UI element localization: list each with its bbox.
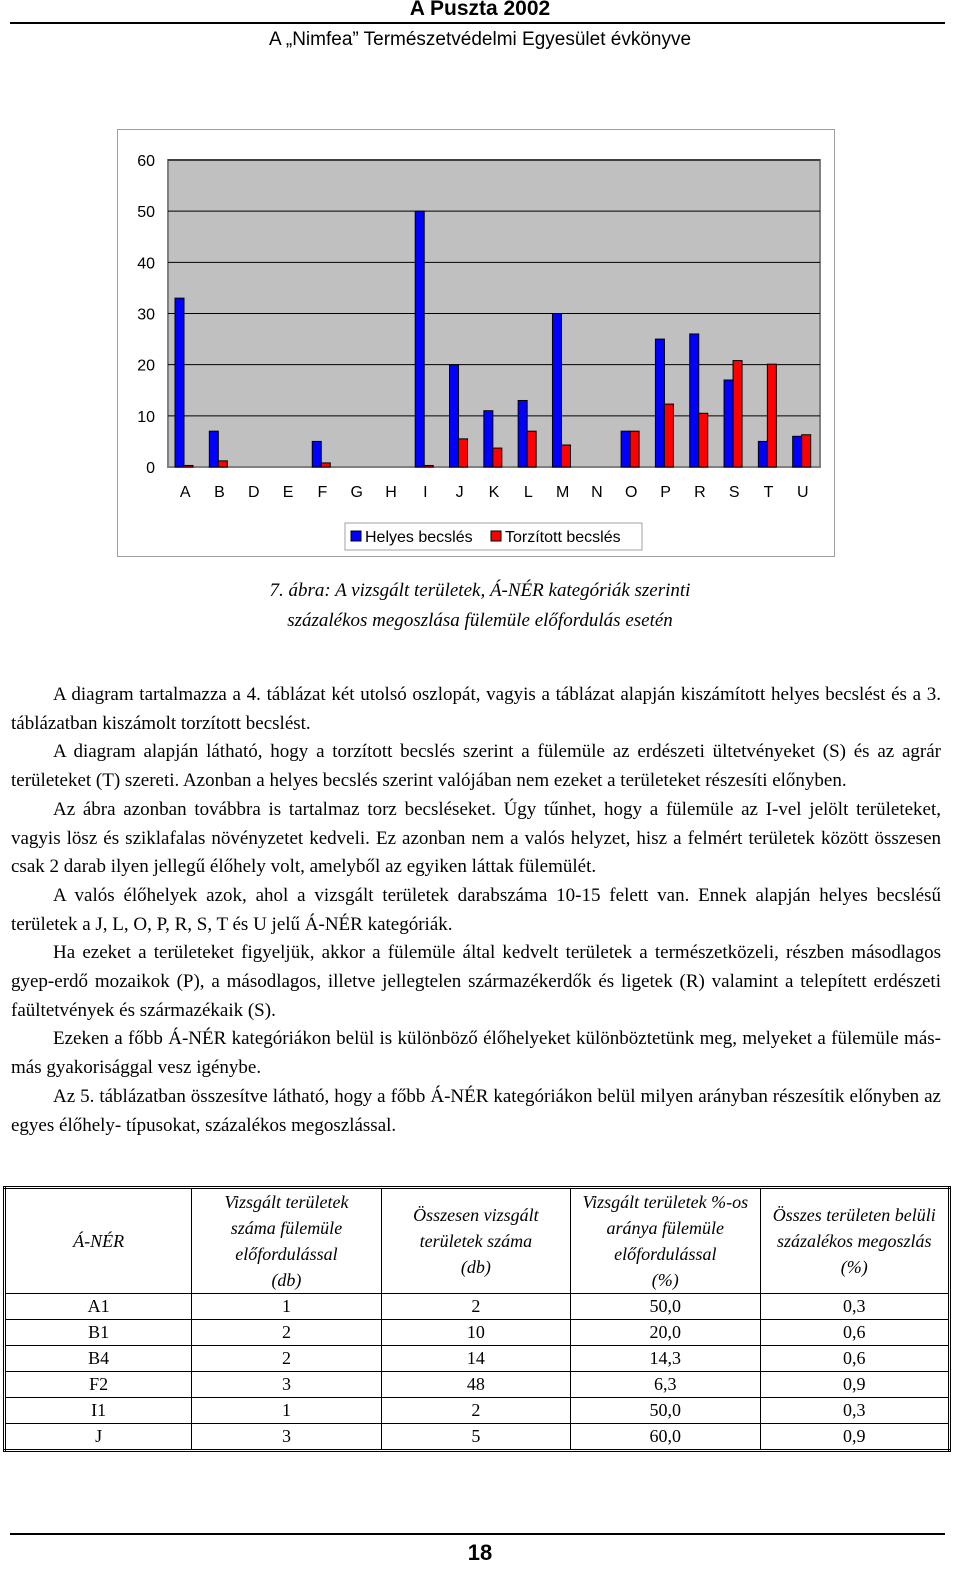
y-tick-label: 20 <box>137 357 155 375</box>
bar-helyes <box>209 431 218 467</box>
bar-helyes <box>793 436 802 467</box>
table-cell: 3 <box>192 1424 382 1451</box>
table-cell: 6,3 <box>571 1372 761 1398</box>
paragraph: A diagram tartalmazza a 4. táblázat két utolsó oszlopát, vagyis a táblázat alapján kiszámított helyes becslést és a 3. táblázatban kiszámolt torzított becslést. <box>11 684 941 734</box>
y-tick-label: 40 <box>137 255 155 273</box>
bar-helyes <box>518 400 527 467</box>
table-cell: 3 <box>192 1372 382 1398</box>
body-text <box>11 681 941 1140</box>
table-cell: 50,0 <box>571 1398 761 1424</box>
figure-caption-line-2: százalékos megoszlása fülemüle előfordulás esetén <box>287 610 673 631</box>
header-line: előfordulással <box>614 1244 717 1264</box>
x-tick-label: T <box>763 484 774 501</box>
paragraph: Ezeken a főbb Á-NÉR kategóriákon belül is különböző élőhelyeket különböztetünk meg, melyeket a fülemüle más-más gyakorisággal vesz igénybe. <box>11 1028 941 1079</box>
header-line: Összesen vizsgált <box>413 1205 539 1225</box>
legend-swatch <box>351 531 361 541</box>
x-tick-label: P <box>660 484 671 501</box>
x-tick-label: G <box>350 484 363 501</box>
column-header <box>571 1188 761 1294</box>
table-cell: 2 <box>192 1346 382 1372</box>
legend-label: Helyes becslés <box>365 529 473 546</box>
header-line: száma fülemüle <box>230 1218 343 1238</box>
bar-helyes <box>415 211 424 467</box>
bar-torzitott <box>424 465 433 467</box>
legend-label: Torzított becslés <box>505 529 621 546</box>
header-line: előfordulással <box>235 1244 338 1264</box>
bar-torzitott <box>767 364 776 467</box>
table-cell: 0,9 <box>760 1424 949 1451</box>
bar-torzitott <box>321 463 330 467</box>
table-cell: 1 <box>192 1398 382 1424</box>
bar-torzitott <box>527 431 536 467</box>
paragraph: Az ábra azonban továbbra is tartalmaz torz becsléseket. Úgy tűnhet, hogy a fülemüle az I-vel jelölt területeket, vagyis lösz és sziklafalas növényzetet kedveli. Ez azonban nem a valós helyzet, hisz a felmért területek között összesen csak 2 darab ilyen jellegű élőhely volt, amelyből az egyiken láttak fülemülét. <box>11 798 941 878</box>
header-line: Vizsgált területek <box>224 1192 349 1212</box>
x-tick-label: U <box>797 484 809 501</box>
x-tick-label: R <box>694 484 706 501</box>
table-row <box>5 1372 950 1398</box>
x-tick-label: L <box>523 484 533 501</box>
bar-torzitott <box>802 435 811 467</box>
column-header <box>192 1188 382 1294</box>
bar-torzitott <box>218 461 227 467</box>
column-header <box>381 1188 570 1294</box>
table-cell: B4 <box>5 1346 192 1372</box>
table-body <box>5 1294 950 1451</box>
table-cell: 2 <box>192 1320 382 1346</box>
bar-torzitott <box>630 431 639 467</box>
bar-helyes <box>758 441 767 467</box>
bar-torzitott <box>459 439 468 467</box>
habitat-table <box>3 1186 951 1452</box>
y-tick-label: 30 <box>137 306 155 324</box>
page-number: 18 <box>467 1540 493 1565</box>
bar-torzitott <box>493 448 502 467</box>
paragraph: A valós élőhelyek azok, ahol a vizsgált területek darabszáma 10-15 felett van. Ennek alapján helyes becslésű területek a J, L, O, P, R, S, T és U jelű Á-NÉR kategóriák. <box>11 884 941 935</box>
y-tick-label: 60 <box>137 153 155 170</box>
x-tick-label: M <box>555 484 570 501</box>
y-tick-label: 10 <box>137 408 155 426</box>
bar-chart <box>117 129 835 557</box>
x-tick-label: O <box>625 484 638 501</box>
x-tick-label: S <box>728 484 740 501</box>
table-cell: 0,3 <box>760 1398 949 1424</box>
header-line: területek száma <box>419 1231 533 1251</box>
x-tick-label: H <box>385 484 397 501</box>
table-cell: J <box>5 1424 192 1451</box>
header-line: (%) <box>651 1270 679 1290</box>
header-line: Á-NÉR <box>73 1231 125 1251</box>
running-subtitle: A „Nimfea” Természetvédelmi Egyesület évkönyve <box>268 29 692 50</box>
table-row <box>5 1424 950 1451</box>
header-line: (db) <box>460 1257 491 1277</box>
column-header <box>5 1188 192 1294</box>
x-tick-label: E <box>282 484 294 501</box>
table-cell: A1 <box>5 1294 192 1320</box>
y-tick-label: 0 <box>146 460 155 477</box>
x-tick-label: J <box>455 484 464 501</box>
table-row <box>5 1398 950 1424</box>
table-cell: B1 <box>5 1320 192 1346</box>
table-cell: 50,0 <box>571 1294 761 1320</box>
header-line: Vizsgált területek %-os <box>582 1192 749 1212</box>
header-line: (db) <box>271 1270 302 1290</box>
table-row <box>5 1294 950 1320</box>
bar-torzitott <box>733 361 742 467</box>
table-cell: 60,0 <box>571 1424 761 1451</box>
table-cell: 0,3 <box>760 1294 949 1320</box>
table-cell: 10 <box>381 1320 570 1346</box>
y-tick-label: 50 <box>137 204 155 222</box>
table-cell: 2 <box>381 1294 570 1320</box>
paragraph: A diagram alapján látható, hogy a torzított becslés szerint a fülemüle az erdészeti ültetvényeket (S) és az agrár területeket (T) szereti. Azonban a helyes becslés szerint valójában nem ezeket a területeket részesíti előnyben. <box>11 741 941 792</box>
x-tick-label: N <box>591 484 603 501</box>
table-cell: 14,3 <box>571 1346 761 1372</box>
bar-helyes <box>450 365 459 467</box>
header-line: (%) <box>840 1257 868 1277</box>
x-tick-label: B <box>214 484 225 501</box>
table-row <box>5 1320 950 1346</box>
table-cell: 0,9 <box>760 1372 949 1398</box>
table-header-row <box>5 1188 950 1294</box>
table-cell: 20,0 <box>571 1320 761 1346</box>
paragraph: Az 5. táblázatban összesítve látható, hogy a főbb Á-NÉR kategóriákon belül milyen arányban részesítik előnyben az egyes élőhely- típusokat, százalékos megoszlással. <box>11 1085 941 1136</box>
bar-torzitott <box>184 465 193 467</box>
x-tick-label: I <box>423 484 428 501</box>
running-title: A Puszta 2002 <box>409 0 551 20</box>
table-row <box>5 1346 950 1372</box>
bar-torzitott <box>664 404 673 467</box>
bar-helyes <box>655 339 664 467</box>
column-header <box>760 1188 949 1294</box>
x-tick-label: D <box>248 484 260 501</box>
header-line: Összes területen belüli <box>772 1205 936 1225</box>
bar-torzitott <box>699 413 708 467</box>
legend-swatch <box>491 531 501 541</box>
table-cell: 48 <box>381 1372 570 1398</box>
bar-helyes <box>690 334 699 467</box>
table-cell: 1 <box>192 1294 382 1320</box>
header-line: aránya fülemüle <box>606 1218 725 1238</box>
bar-helyes <box>312 441 321 467</box>
x-tick-label: F <box>317 484 328 501</box>
table-cell: 0,6 <box>760 1346 949 1372</box>
footer-rule <box>10 1533 945 1535</box>
bar-torzitott <box>561 445 570 467</box>
table-cell: F2 <box>5 1372 192 1398</box>
table-cell: 5 <box>381 1424 570 1451</box>
x-tick-label: A <box>179 484 191 501</box>
paragraph: Ha ezeket a területeket figyeljük, akkor a fülemüle által kedvelt területek a természetközeli, részben másodlagos gyep-erdő mozaikok (P), a másodlagos, illetve jellegtelen származékerdők és ligetek (R) valamint a telepített erdészeti faültetvények és származékaik (S). <box>11 942 941 1021</box>
x-tick-label: K <box>488 484 500 501</box>
header-rule <box>10 22 945 24</box>
bar-helyes <box>724 380 733 467</box>
bar-helyes <box>621 431 630 467</box>
table-cell: I1 <box>5 1398 192 1424</box>
table-cell: 14 <box>381 1346 570 1372</box>
table-cell: 0,6 <box>760 1320 949 1346</box>
bar-helyes <box>552 314 561 468</box>
figure-caption-line-1: 7. ábra: A vizsgált területek, Á-NÉR kategóriák szerinti <box>269 580 691 601</box>
table-cell: 2 <box>381 1398 570 1424</box>
bar-helyes <box>484 411 493 467</box>
bar-helyes <box>175 298 184 467</box>
header-line: százalékos megoszlás <box>777 1231 932 1251</box>
